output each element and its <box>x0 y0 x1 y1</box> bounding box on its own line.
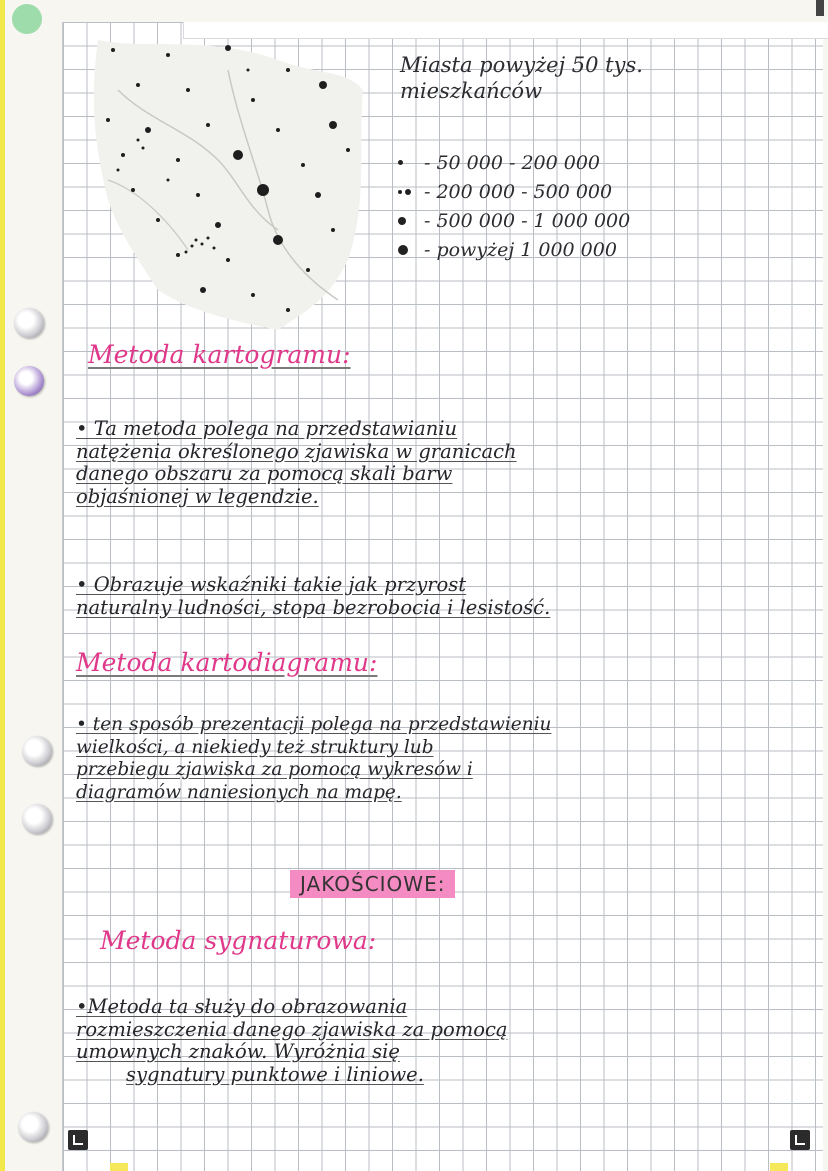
legend-item <box>398 206 630 235</box>
binder-ring-icon <box>18 1112 48 1142</box>
text-line: umownych znaków. Wyróżnia się <box>76 1040 400 1063</box>
tab-marker-yellow <box>110 1163 128 1171</box>
city-dot <box>167 179 170 182</box>
corner-icon <box>790 1130 810 1150</box>
text-line: objaśnionej w legendzie. <box>76 484 319 508</box>
text-line: sygnatury punktowe i liniowe. <box>126 1062 424 1086</box>
legend-item <box>398 148 630 177</box>
city-dot <box>196 193 200 197</box>
city-dot <box>142 147 145 150</box>
map-title <box>400 52 643 104</box>
tab-marker-yellow <box>770 1163 788 1171</box>
city-dot <box>286 308 290 312</box>
city-dot <box>225 45 231 51</box>
qualitative-tag: JAKOŚCIOWE: <box>290 870 455 898</box>
city-dot <box>176 253 180 257</box>
city-dot <box>156 218 160 222</box>
city-dot <box>207 237 210 240</box>
city-dot <box>136 83 140 87</box>
text-line: • Ta metoda polega na przedstawianiu <box>76 417 458 440</box>
city-dot <box>176 158 180 162</box>
text-line: diagramów naniesionych na mapę. <box>76 781 402 803</box>
city-dot <box>137 139 140 142</box>
map-title-line: mieszkańców <box>400 79 543 103</box>
medium-dot-icon <box>398 217 424 225</box>
city-dot <box>276 128 280 132</box>
legend-label: - 200 000 - 500 000 <box>424 180 613 203</box>
section-heading-sygnaturowa: Metoda sygnaturowa: <box>100 926 377 955</box>
corner-icon <box>68 1130 88 1150</box>
text-line: • Obrazuje wskaźniki takie jak przyrost <box>76 573 467 596</box>
kartogram-paragraph-2 <box>76 574 550 619</box>
text-line: • ten sposób prezentacji polega na przedstawieniu <box>76 714 552 735</box>
poland-cities-map <box>78 30 368 330</box>
city-dot <box>191 245 194 248</box>
city-dot <box>200 287 206 293</box>
map-legend <box>398 148 630 264</box>
city-dot <box>117 169 120 172</box>
kartogram-paragraph-1 <box>76 418 517 508</box>
text-line: przebiegu zjawiska za pomocą wykresów i <box>76 759 473 780</box>
city-dot <box>185 251 188 254</box>
city-dot <box>226 258 230 262</box>
city-dot <box>315 192 321 198</box>
city-dot <box>186 88 190 92</box>
city-dot <box>257 184 269 196</box>
legend-item <box>398 177 630 206</box>
city-dot <box>247 69 250 72</box>
city-dot <box>121 153 125 157</box>
city-dot <box>106 118 110 122</box>
binder-ring-icon <box>22 804 52 834</box>
sygnaturowa-paragraph <box>76 996 508 1086</box>
city-dot <box>206 123 210 127</box>
city-dot <box>329 121 337 129</box>
text-line: danego obszaru za pomocą skali barw <box>76 462 453 485</box>
tab-marker-green <box>12 4 42 34</box>
text-line: •Metoda ta służy do obrazowania <box>76 995 408 1018</box>
binder-ring-icon <box>22 736 52 766</box>
city-dot <box>195 239 198 242</box>
text-line: naturalny ludności, stopa bezrobocia i lesistość. <box>76 595 551 619</box>
section-heading-kartodiagram: Metoda kartodiagramu: <box>76 648 378 677</box>
map-title-line: Miasta powyżej 50 tys. <box>400 53 643 77</box>
city-dot <box>215 222 221 228</box>
city-dot <box>346 148 350 152</box>
city-dot <box>111 48 115 52</box>
legend-label: - 50 000 - 200 000 <box>424 151 601 174</box>
page-edge <box>0 0 5 1171</box>
legend-label: - powyżej 1 000 000 <box>424 238 617 261</box>
city-dot <box>213 247 216 250</box>
text-line: wielkości, a niekiedy też struktury lub <box>76 736 434 758</box>
legend-label: - 500 000 - 1 000 000 <box>424 209 631 232</box>
small-dot-icon <box>398 160 424 165</box>
city-dot <box>145 127 151 133</box>
city-dot <box>251 98 255 102</box>
map-graphic <box>78 30 368 330</box>
text-line: rozmieszczenia danego zjawiska za pomocą <box>76 1017 508 1041</box>
city-dot <box>306 268 310 272</box>
city-dot <box>131 188 135 192</box>
city-dot <box>286 68 290 72</box>
section-heading-kartogram: Metoda kartogramu: <box>88 340 351 369</box>
kartodiagram-paragraph <box>76 714 551 804</box>
city-dot <box>166 53 170 57</box>
city-dot <box>201 243 204 246</box>
city-dot <box>319 81 327 89</box>
city-dot <box>273 235 283 245</box>
legend-item <box>398 235 630 264</box>
two-dots-icon <box>398 189 424 195</box>
text-line: natężenia określonego zjawiska w granicach <box>76 439 517 463</box>
large-dot-icon <box>398 245 424 255</box>
city-dot <box>233 150 243 160</box>
city-dot <box>301 163 305 167</box>
city-dot <box>251 293 255 297</box>
city-dot <box>331 228 335 232</box>
binder-ring-icon <box>14 366 44 396</box>
tab-marker-dark <box>816 0 824 16</box>
binder-ring-icon <box>14 308 44 338</box>
